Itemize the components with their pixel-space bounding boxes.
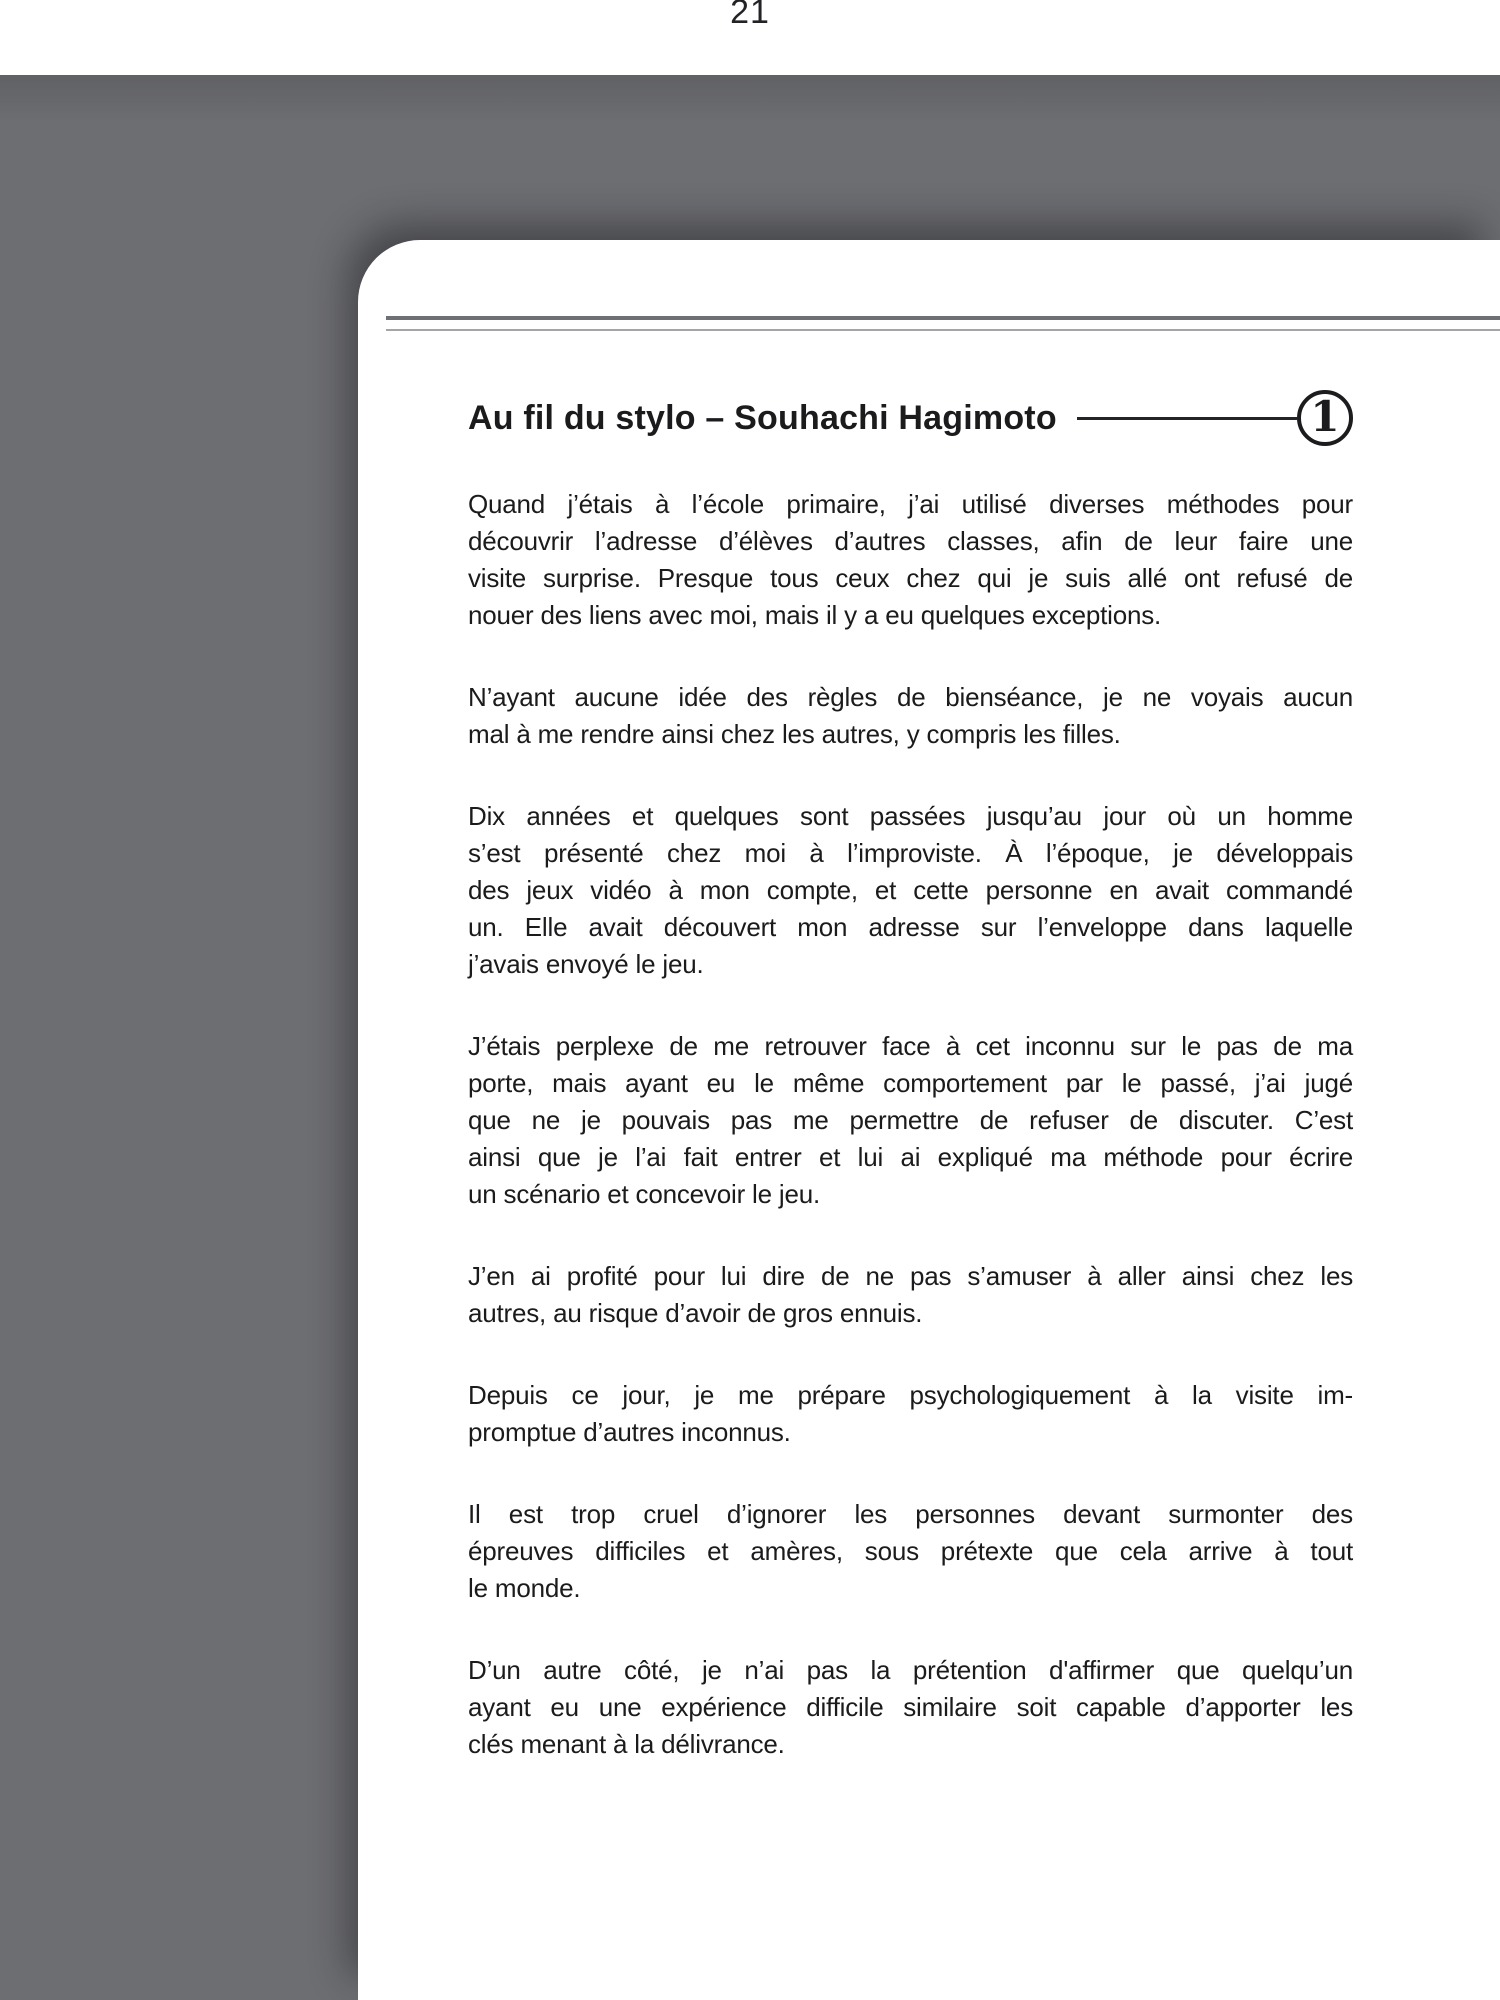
paragraph <box>468 1496 1353 1607</box>
chapter-number-badge: 1 <box>1297 390 1353 446</box>
text-line: découvrir l’adresse d’élèves d’autres classes, afin de leur faire une <box>468 526 1353 556</box>
text-line: le monde. <box>468 1573 581 1603</box>
page-number: 21 <box>730 0 770 31</box>
title-leader-line <box>1077 417 1297 420</box>
paragraph <box>468 1028 1353 1213</box>
text-line: Il est trop cruel d’ignorer les personnes devant surmonter des <box>468 1499 1353 1529</box>
text-line: un. Elle avait découvert mon adresse sur l’enveloppe dans laquelle <box>468 912 1353 942</box>
paragraph <box>468 1258 1353 1332</box>
text-line: J’en ai profité pour lui dire de ne pas s’amuser à aller ainsi chez les <box>468 1261 1353 1291</box>
text-line: J’étais perplexe de me retrouver face à cet inconnu sur le pas de ma <box>468 1031 1353 1061</box>
text-line: que ne je pouvais pas me permettre de refuser de discuter. C’est <box>468 1105 1353 1135</box>
text-line: mal à me rendre ainsi chez les autres, y compris les filles. <box>468 719 1121 749</box>
text-line: Quand j’étais à l’école primaire, j’ai utilisé diverses méthodes pour <box>468 489 1353 519</box>
text-line: Depuis ce jour, je me prépare psychologiquement à la visite im- <box>468 1380 1353 1410</box>
text-line: des jeux vidéo à mon compte, et cette personne en avait commandé <box>468 875 1353 905</box>
article-body <box>468 486 1353 1763</box>
text-line: autres, au risque d’avoir de gros ennuis. <box>468 1298 923 1328</box>
text-line: Dix années et quelques sont passées jusqu’au jour où un homme <box>468 801 1353 831</box>
text-line: ainsi que je l’ai fait entrer et lui ai expliqué ma méthode pour écrire <box>468 1142 1353 1172</box>
text-line: visite surprise. Presque tous ceux chez qui je suis allé ont refusé de <box>468 563 1353 593</box>
paragraph <box>468 486 1353 634</box>
text-line: clés menant à la délivrance. <box>468 1729 785 1759</box>
article-title: Au fil du stylo – Souhachi Hagimoto <box>468 398 1057 437</box>
text-line: ayant eu une expérience difficile similaire soit capable d’apporter les <box>468 1692 1353 1722</box>
text-line: D’un autre côté, je n’ai pas la prétention d'affirmer que quelqu’un <box>468 1655 1353 1685</box>
text-line: épreuves difficiles et amères, sous prétexte que cela arrive à tout <box>468 1536 1353 1566</box>
text-line: un scénario et concevoir le jeu. <box>468 1179 821 1209</box>
divider-line-thick <box>386 316 1500 320</box>
divider-line-thin <box>386 329 1500 331</box>
article <box>468 386 1353 1808</box>
text-line: j’avais envoyé le jeu. <box>468 949 704 979</box>
text-line: promptue d’autres inconnus. <box>468 1417 791 1447</box>
text-line: N’ayant aucune idée des règles de bienséance, je ne voyais aucun <box>468 682 1353 712</box>
text-line: nouer des liens avec moi, mais il y a eu quelques exceptions. <box>468 600 1162 630</box>
book-page <box>358 240 1500 2000</box>
paragraph <box>468 1652 1353 1763</box>
article-header <box>468 386 1353 450</box>
header-divider <box>386 316 1500 331</box>
page-margin-top <box>0 0 1500 75</box>
paragraph <box>468 1377 1353 1451</box>
text-line: s’est présenté chez moi à l’improviste. À l’époque, je développais <box>468 838 1353 868</box>
paragraph <box>468 679 1353 753</box>
text-line: porte, mais ayant eu le même comportement par le passé, j’ai jugé <box>468 1068 1353 1098</box>
paragraph <box>468 798 1353 983</box>
